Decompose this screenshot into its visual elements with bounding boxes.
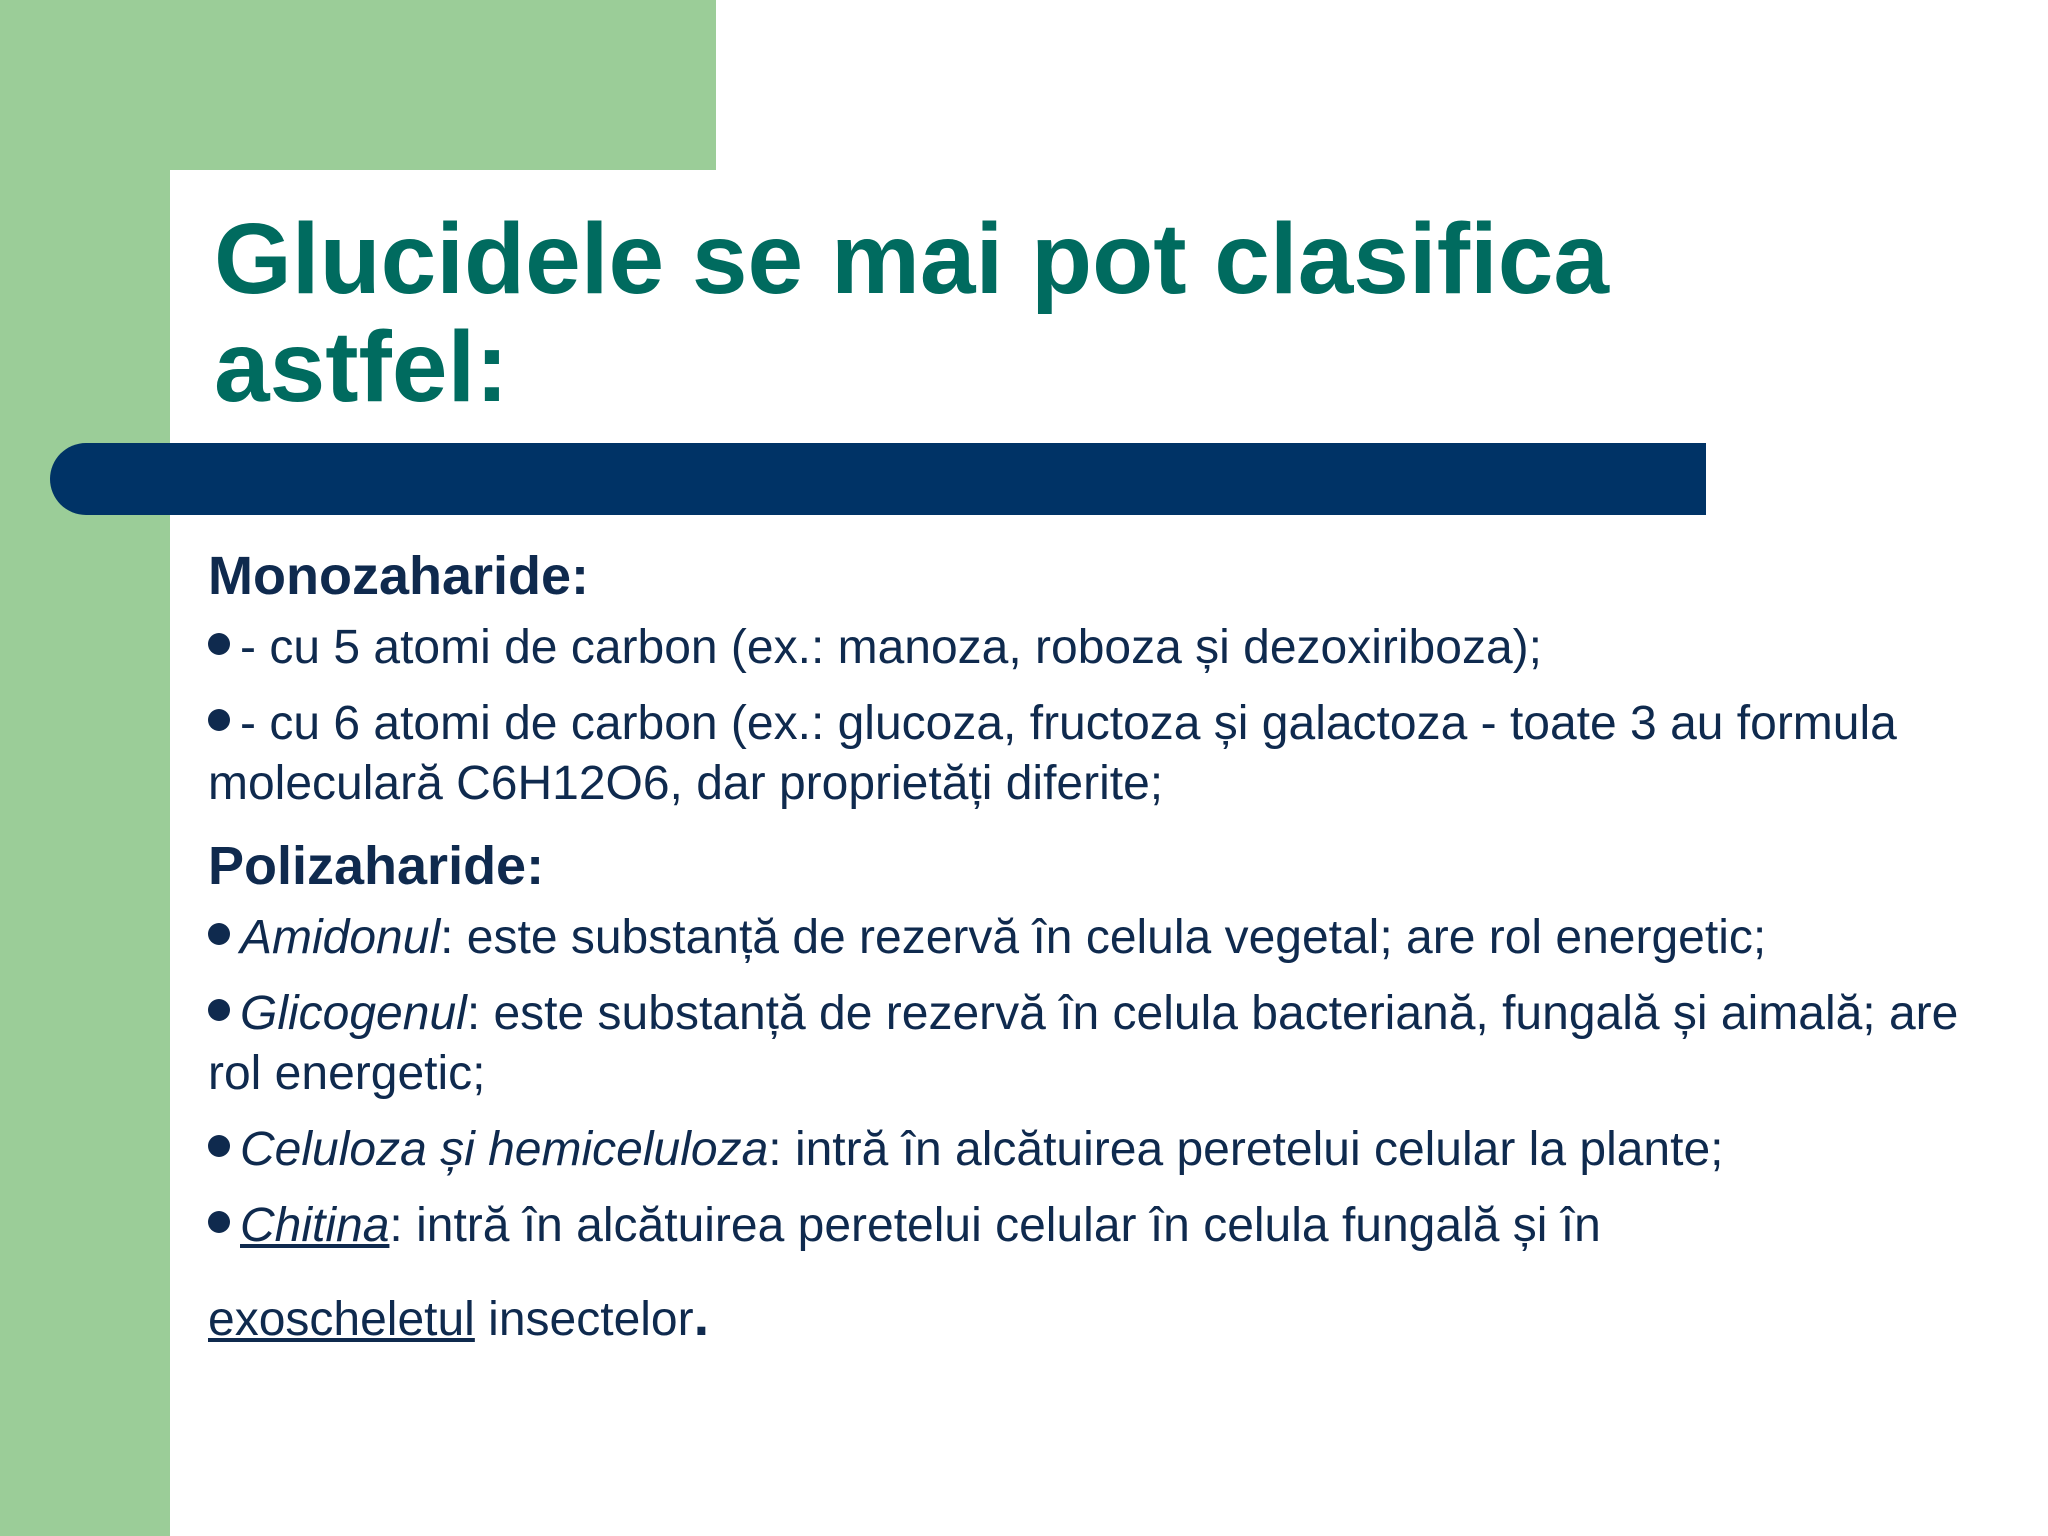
bullet-icon: [208, 709, 230, 731]
list-item: [208, 984, 1998, 1104]
list-item: [208, 1120, 1998, 1180]
item-term: Glicogenul: [240, 987, 467, 1040]
green-left-band: [0, 0, 170, 1536]
item-text: : intră în alcătuirea peretelui celular în celula fungală și în: [389, 1199, 1601, 1252]
item-term: Celuloza și hemiceluloza: [240, 1123, 769, 1176]
item-text: - cu 5 atomi de carbon (ex.: manoza, roboza și dezoxiriboza);: [240, 621, 1542, 674]
item-continuation: [208, 1286, 1998, 1350]
exoscheletul-link[interactable]: exoscheletul: [208, 1293, 475, 1346]
section-heading-monozaharide: Monozaharide:: [208, 546, 590, 606]
slide-body: [208, 540, 1998, 1366]
title-line-2: astfel:: [214, 311, 509, 423]
item-term: Amidonul: [240, 911, 441, 964]
bullet-icon: [208, 923, 230, 945]
list-item: [208, 1196, 1998, 1350]
slide-title: [214, 205, 1774, 421]
bullet-icon: [208, 999, 230, 1021]
list-item: [208, 694, 1998, 814]
bullet-icon: [208, 633, 230, 655]
title-line-1: Glucidele se mai pot clasifica: [214, 203, 1610, 315]
list-item: [208, 908, 1998, 968]
bullet-icon: [208, 1135, 230, 1157]
chitina-link[interactable]: Chitina: [240, 1199, 390, 1252]
bullet-icon: [208, 1211, 230, 1233]
item-text: : este substanță de rezervă în celula vegetal; are rol energetic;: [440, 911, 1767, 964]
item-text: : este substanță de rezervă în celula bacteriană, fungală și aimală; are rol energetic;: [208, 987, 1959, 1100]
title-divider-bar: [50, 443, 1706, 515]
section-heading-polizaharide: Polizaharide:: [208, 836, 545, 896]
item-text: - cu 6 atomi de carbon (ex.: glucoza, fructoza și galactoza - toate 3 au formula moleculară C6H12O6, dar proprietăți diferite;: [208, 697, 1897, 810]
item-text: : intră în alcătuirea peretelui celular la plante;: [768, 1123, 1724, 1176]
end-period: .: [693, 1284, 710, 1347]
item-text: insectelor: [474, 1293, 694, 1346]
list-item: [208, 618, 1998, 678]
